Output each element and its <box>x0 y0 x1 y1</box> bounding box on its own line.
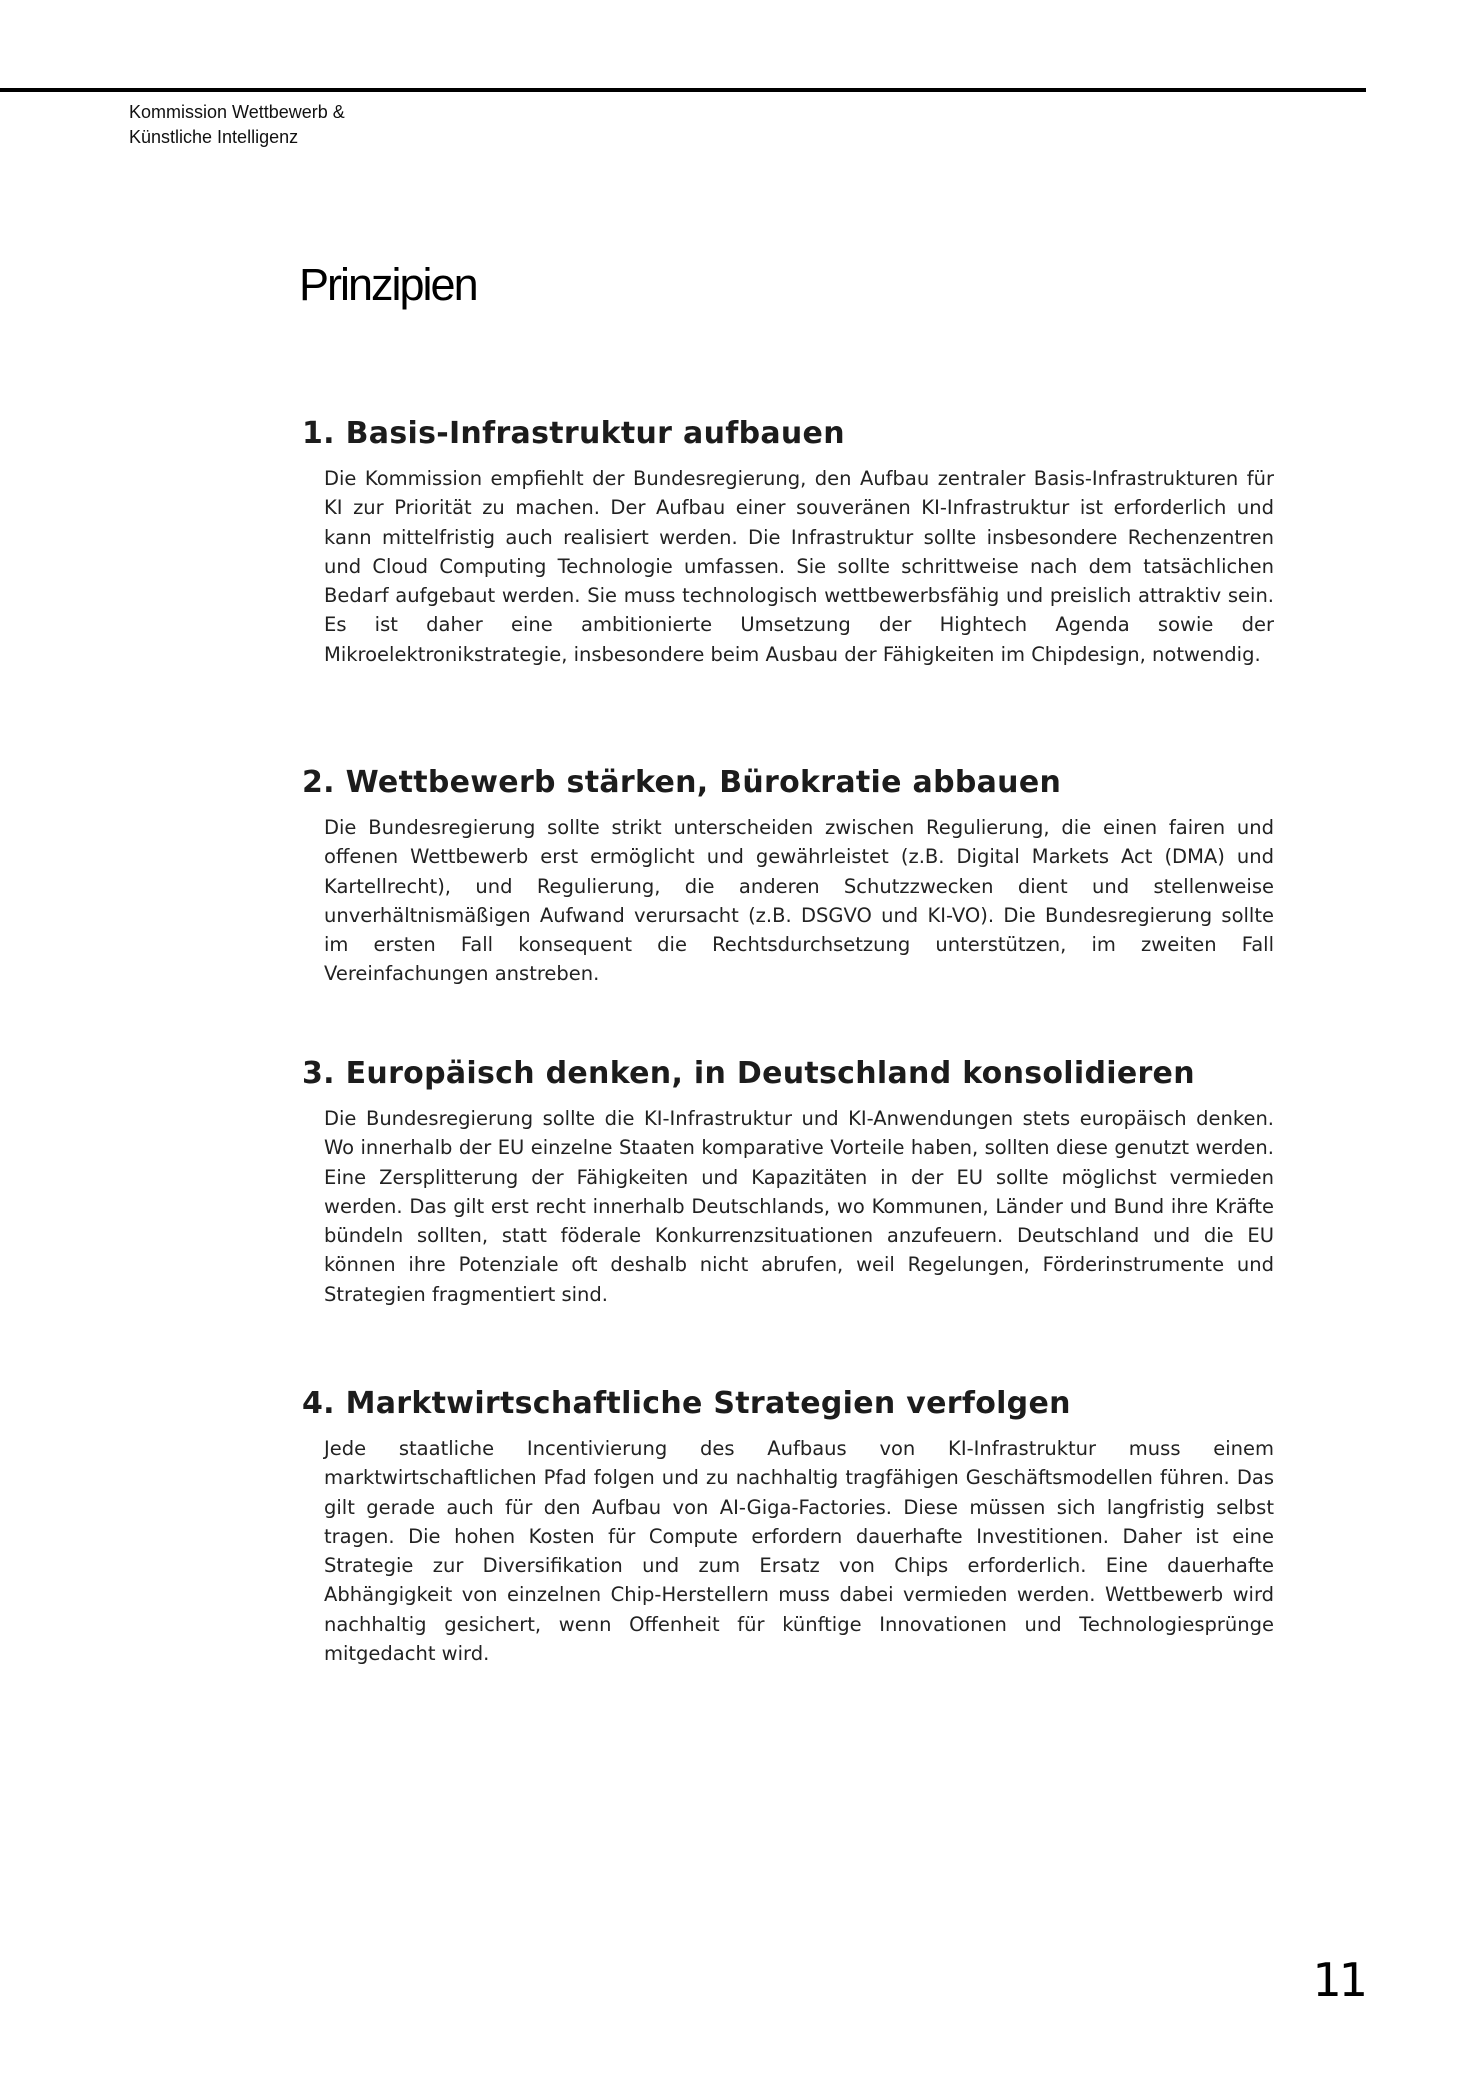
section-wettbewerb <box>302 763 1274 989</box>
section-heading: 1. Basis-Infrastruktur aufbauen <box>302 416 845 451</box>
section-body: Die Bundesregierung sollte die KI-Infrastruktur und KI-Anwendungen stets europäisch denken. Wo innerhalb der EU einzelne Staaten komparative Vorteile haben, sollten diese genutzt werden. Eine Zersplitterung der Fähigkeiten und Kapazitäten in der EU sollte möglichst vermieden werden. Das gilt erst recht innerhalb Deutschlands, wo Kommunen, Länder und Bund ihre Kräfte bündeln sollten, statt föderale Konkurrenzsituationen anzufeuern. Deutschland und die EU können ihre Potenziale oft deshalb nicht abrufen, weil Regelungen, Förderinstrumente und Strategien fragmentiert sind. <box>324 1107 1274 1306</box>
page-title: Prinzipien <box>299 259 477 310</box>
section-europaeisch-denken <box>302 1054 1274 1309</box>
section-marktwirtschaftliche-strategien <box>302 1384 1274 1668</box>
section-basis-infrastruktur <box>302 414 1274 669</box>
section-heading: 4. Marktwirtschaftliche Strategien verfolgen <box>302 1386 1071 1421</box>
section-heading: 3. Europäisch denken, in Deutschland konsolidieren <box>302 1056 1195 1091</box>
section-body: Die Kommission empfiehlt der Bundesregierung, den Aufbau zentraler Basis-Infrastrukturen für KI zur Priorität zu machen. Der Aufbau einer souveränen KI-Infrastruktur ist erforderlich und kann mittelfristig auch realisiert werden. Die Infrastruktur sollte insbesondere Rechenzentren und Cloud Computing Technologie umfassen. Sie sollte schrittweise nach dem tatsächlichen Bedarf aufgebaut werden. Sie muss technologisch wettbewerbsfähig und preislich attraktiv sein. Es ist daher eine ambitionierte Umsetzung der Hightech Agenda sowie der Mikroelektronikstrategie, insbesondere beim Ausbau der Fähigkeiten im Chipdesign, notwendig. <box>324 467 1274 666</box>
section-body: Jede staatliche Incentivierung des Aufbaus von KI-Infrastruktur muss einem marktwirtschaftlichen Pfad folgen und zu nachhaltig tragfähigen Geschäftsmodellen führen. Das gilt gerade auch für den Aufbau von AI-Giga-Factories. Diese müssen sich langfristig selbst tragen. Die hohen Kosten für Compute erfordern dauerhafte Investitionen. Daher ist eine Strategie zur Diversifikation und zum Ersatz von Chips erforderlich. Eine dauerhafte Abhängigkeit von einzelnen Chip-Herstellern muss dabei vermieden werden. Wettbewerb wird nachhaltig gesichert, wenn Offenheit für künftige Innovationen und Technologiesprünge mitgedacht wird. <box>324 1437 1274 1666</box>
header-organization <box>129 100 345 150</box>
header-org-line-2: Künstliche Intelligenz <box>129 127 299 147</box>
section-body: Die Bundesregierung sollte strikt unterscheiden zwischen Regulierung, die einen fairen und offenen Wettbewerb erst ermöglicht und gewährleistet (z.B. Digital Markets Act (DMA) und Kartellrecht), und Regulierung, die anderen Schutzzwecken dient und stellenweise unverhältnismäßigen Aufwand verursacht (z.B. DSGVO und KI-VO). Die Bundesregierung sollte im ersten Fall konsequent die Rechtsdurchsetzung unterstützen, im zweiten Fall Vereinfachungen anstreben. <box>324 816 1274 986</box>
header-org-line-1: Kommission Wettbewerb & <box>129 102 345 122</box>
section-heading: 2. Wettbewerb stärken, Bürokratie abbauen <box>302 765 1062 800</box>
page-number: 11 <box>1312 1953 1365 2007</box>
header-rule <box>0 88 1366 92</box>
